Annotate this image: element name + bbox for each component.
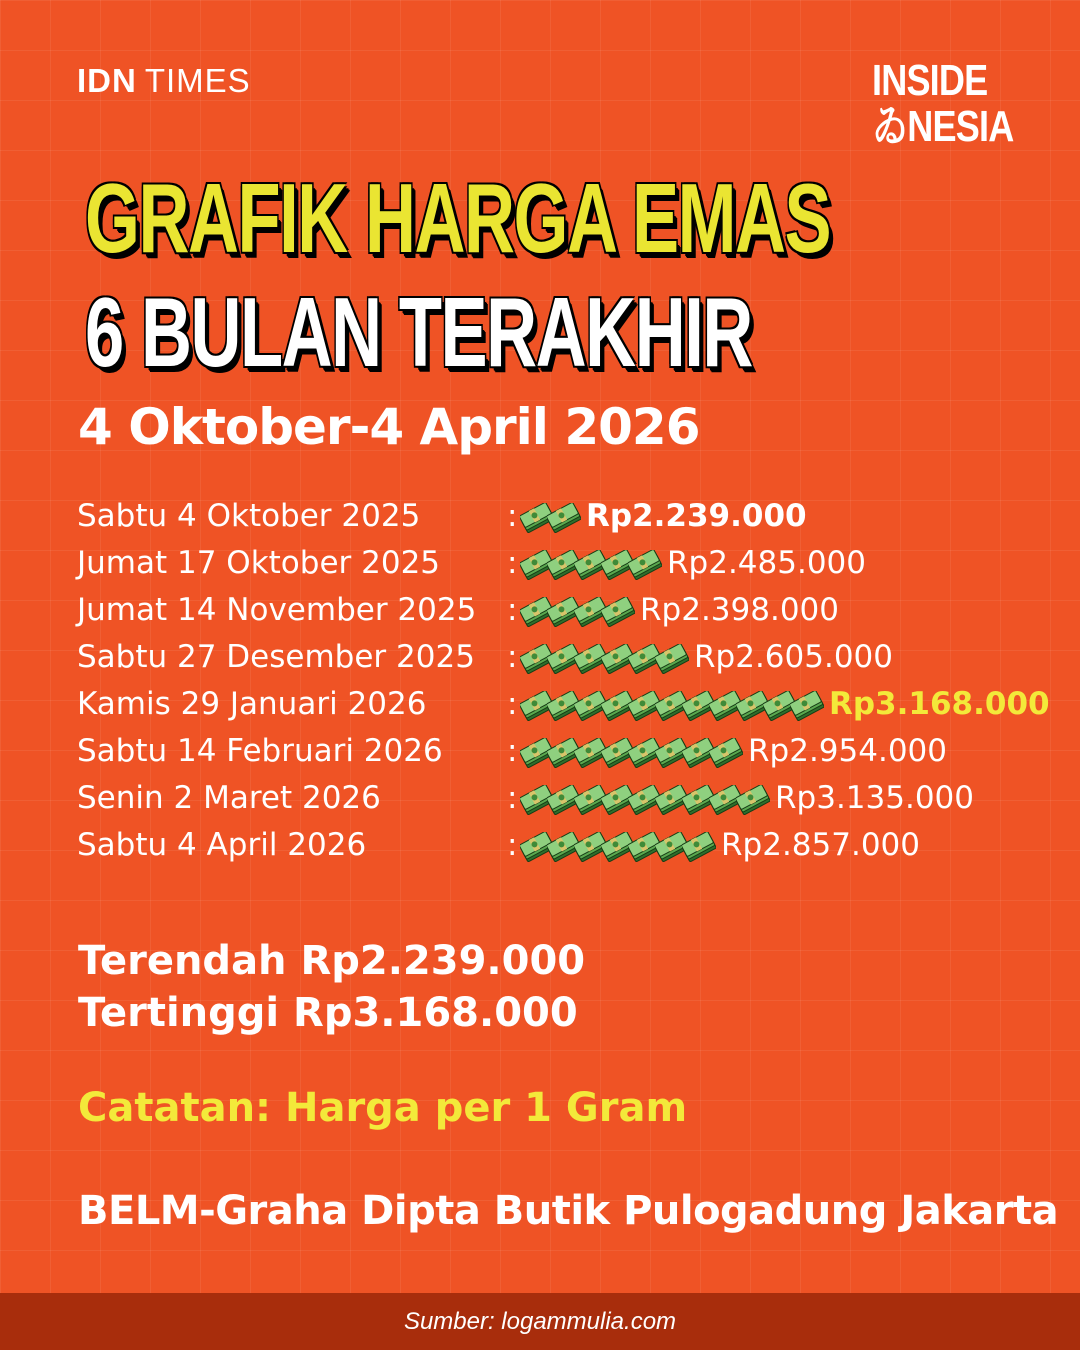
date-range-subtitle: 4 Oktober-4 April 2026 bbox=[78, 398, 700, 456]
title-line-1: GRAFIK HARGA EMAS bbox=[85, 163, 831, 273]
price-bar bbox=[520, 785, 771, 815]
source-credit: Sumber: logammulia.com bbox=[403, 1308, 677, 1335]
price-bar bbox=[520, 832, 717, 862]
price-bar bbox=[520, 597, 636, 627]
price-bar bbox=[520, 550, 663, 580]
row-price: Rp2.605.000 bbox=[694, 639, 893, 675]
money-stack-icon bbox=[790, 691, 824, 721]
row-price: Rp2.239.000 bbox=[586, 498, 807, 534]
row-price: Rp2.954.000 bbox=[748, 733, 947, 769]
price-bar bbox=[520, 503, 582, 533]
money-stack-icon bbox=[628, 550, 662, 580]
money-stack-icon bbox=[682, 832, 716, 862]
row-separator: : bbox=[507, 780, 518, 816]
row-date: Sabtu 14 Februari 2026 bbox=[77, 733, 443, 769]
highest-price: Tertinggi Rp3.168.000 bbox=[78, 990, 578, 1036]
price-bar bbox=[520, 691, 825, 721]
inside-indonesia-logo: INSIDE ゐNESIA bbox=[872, 56, 1014, 151]
price-bar bbox=[520, 644, 690, 674]
title-line-2: 6 BULAN TERAKHIR bbox=[85, 277, 752, 387]
row-date: Kamis 29 Januari 2026 bbox=[77, 686, 427, 722]
row-separator: : bbox=[507, 639, 518, 675]
money-stack-icon bbox=[709, 738, 743, 768]
money-stack-icon bbox=[736, 785, 770, 815]
row-date: Sabtu 27 Desember 2025 bbox=[77, 639, 475, 675]
row-price: Rp2.398.000 bbox=[640, 592, 839, 628]
price-bar bbox=[520, 738, 744, 768]
money-stack-icon bbox=[655, 644, 689, 674]
row-date: Jumat 17 Oktober 2025 bbox=[77, 545, 441, 581]
idn-times-logo: IDN TIMES bbox=[77, 62, 251, 99]
row-separator: : bbox=[507, 498, 518, 534]
row-date: Senin 2 Maret 2026 bbox=[77, 780, 381, 816]
row-separator: : bbox=[507, 827, 518, 863]
row-price: Rp2.485.000 bbox=[667, 545, 866, 581]
money-stack-icon bbox=[601, 597, 635, 627]
row-date: Sabtu 4 Oktober 2025 bbox=[77, 498, 421, 534]
price-note: Catatan: Harga per 1 Gram bbox=[78, 1085, 688, 1131]
row-date: Sabtu 4 April 2026 bbox=[77, 827, 367, 863]
row-separator: : bbox=[507, 592, 518, 628]
store-location: BELM-Graha Dipta Butik Pulogadung Jakarta bbox=[78, 1188, 1059, 1234]
row-price: Rp3.135.000 bbox=[775, 780, 974, 816]
lowest-price: Terendah Rp2.239.000 bbox=[78, 938, 586, 984]
row-date: Jumat 14 November 2025 bbox=[77, 592, 477, 628]
row-price: Rp3.168.000 bbox=[829, 686, 1050, 722]
footer-bar bbox=[0, 1293, 1080, 1350]
row-separator: : bbox=[507, 545, 518, 581]
row-separator: : bbox=[507, 686, 518, 722]
money-stack-icon bbox=[547, 503, 581, 533]
row-separator: : bbox=[507, 733, 518, 769]
row-price: Rp2.857.000 bbox=[721, 827, 920, 863]
